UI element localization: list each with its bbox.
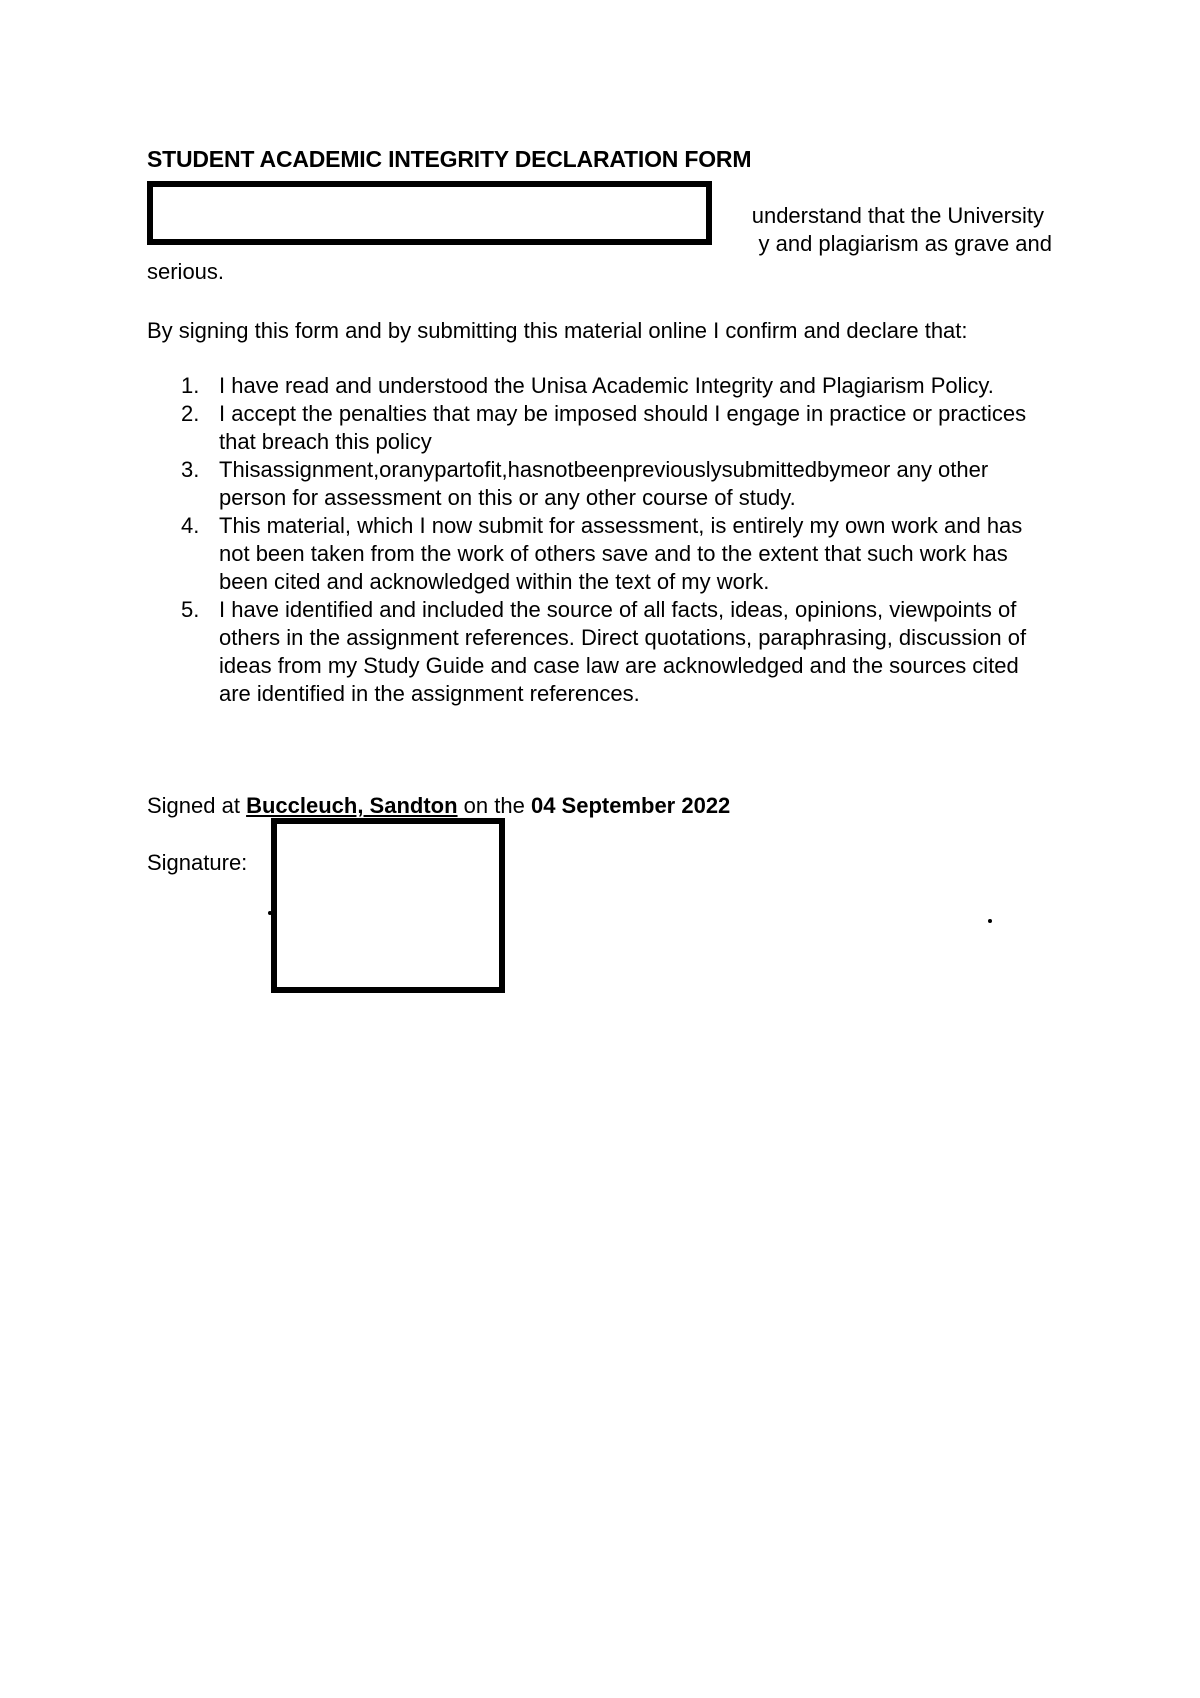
list-item-number: 1. — [181, 373, 200, 398]
intro-line-3: serious. — [147, 259, 225, 284]
intro-line-2: y and plagiarism as grave and — [758, 231, 1052, 256]
list-item-number: 4. — [181, 513, 200, 538]
list-item — [147, 596, 1027, 708]
list-item — [147, 372, 1027, 400]
stray-dot — [268, 911, 272, 915]
list-item-text: Thisassignment,oranypartofit,hasnotbeenpreviouslysubmittedbymeor any other person for assessment on this or any other course of study. — [219, 457, 989, 510]
signed-date: 04 September 2022 — [530, 793, 731, 818]
declaration-list — [147, 372, 1027, 708]
signed-middle: on the — [457, 793, 531, 818]
list-item-number: 3. — [181, 457, 200, 482]
confirm-statement: By signing this form and by submitting this material online I confirm and declare that: — [147, 318, 968, 343]
list-item-text: I have identified and included the source of all facts, ideas, opinions, viewpoints of others in the assignment references. Direct quotations, paraphrasing, discussion of ideas from my Study Guide and case law are acknowledged and the sources cited are identified in the assignment references. — [219, 597, 1027, 706]
signature-label: Signature: — [147, 850, 248, 875]
signed-place: Buccleuch, Sandton — [246, 793, 458, 818]
signed-prefix: Signed at — [147, 793, 247, 818]
form-title: STUDENT ACADEMIC INTEGRITY DECLARATION FORM — [147, 146, 752, 172]
list-item-text: This material, which I now submit for assessment, is entirely my own work and has not been taken from the work of others save and to the extent that such work has been cited and acknowledged within the text of my work. — [219, 513, 1023, 594]
list-item — [147, 456, 1027, 512]
intro-line-1: understand that the University — [751, 203, 1044, 228]
list-item — [147, 400, 1027, 456]
list-item-text: I have read and understood the Unisa Academic Integrity and Plagiarism Policy. — [219, 373, 994, 398]
list-item — [147, 512, 1027, 596]
redacted-name-box — [147, 181, 712, 245]
signed-at-line — [147, 793, 730, 819]
stray-dot — [988, 919, 992, 923]
list-item-number: 5. — [181, 597, 200, 622]
redacted-signature-box — [271, 818, 505, 993]
list-item-text: I accept the penalties that may be imposed should I engage in practice or practices that breach this policy — [219, 401, 1027, 454]
list-item-number: 2. — [181, 401, 200, 426]
